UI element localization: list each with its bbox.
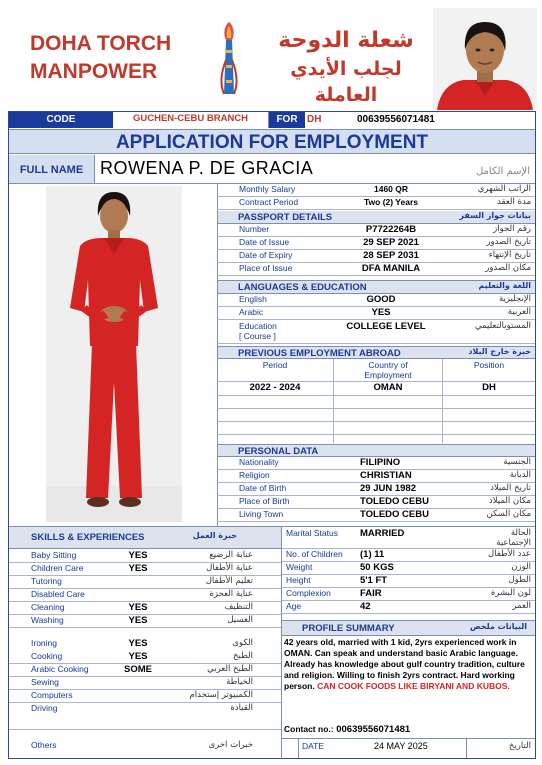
- date-divider: [466, 739, 467, 758]
- skill-row: [9, 703, 281, 730]
- profile-arabic-title: البيانات ملخص: [469, 622, 527, 631]
- education-arabic: المستوىالتعليمي: [475, 321, 531, 331]
- passport-row-label: Date of Issue: [239, 237, 290, 247]
- company-arabic-line1: شعلة الدوحة: [278, 28, 414, 53]
- skill-row: [9, 690, 281, 703]
- employment-country: OMAN: [373, 382, 403, 393]
- skill-row: [9, 589, 281, 602]
- education-label-course: [ Course ]: [239, 331, 276, 341]
- personal-label: Religion: [239, 470, 270, 480]
- skill-row: [9, 664, 281, 677]
- date-label: DATE: [302, 741, 325, 751]
- personal-row: [217, 470, 535, 483]
- extra-personal-arabic: عدد الأطفال: [487, 549, 531, 559]
- skills-others-label: Others: [31, 740, 57, 750]
- full-name-label: FULL NAME: [9, 155, 95, 183]
- language-value: GOOD: [366, 294, 396, 305]
- extra-personal-arabic: العمر: [512, 601, 531, 611]
- personal-row: [217, 509, 535, 522]
- extra-personal-value: FAIR: [360, 588, 382, 599]
- extra-personal-label: No. of Children: [286, 549, 343, 559]
- extra-personal-arabic: الوزن: [511, 562, 531, 572]
- skills-arabic-title: خبرة العمل: [192, 531, 237, 540]
- languages-arabic-title: اللغة والتعليم: [478, 281, 531, 290]
- salary-arabic: الراتب الشهري: [477, 184, 531, 194]
- for-value: DH: [307, 114, 322, 125]
- passport-row: [217, 250, 535, 263]
- extra-personal-label: Age: [286, 601, 302, 611]
- extra-personal-row: [282, 549, 535, 562]
- language-row: [217, 294, 535, 307]
- personal-label: Date of Birth: [239, 483, 287, 493]
- employment-row-divider: [217, 434, 535, 435]
- company-name-line2: MANPOWER: [30, 60, 158, 83]
- extra-personal-value: 42: [360, 601, 371, 612]
- skill-row: [9, 602, 281, 615]
- skill-label: Driving: [31, 703, 58, 713]
- skill-row: [9, 576, 281, 589]
- language-arabic: الإنجليزية: [498, 294, 531, 304]
- language-row: [217, 307, 535, 320]
- skill-value: YES: [128, 563, 148, 574]
- date-divider: [298, 739, 299, 758]
- passport-row-arabic: مكان الصدور: [485, 263, 531, 273]
- salary-label: Monthly Salary: [239, 184, 296, 194]
- skill-value: SOME: [124, 664, 152, 675]
- extra-personal-row: [282, 562, 535, 575]
- employment-period: 2022 - 2024: [249, 382, 301, 393]
- extra-personal-value: 5'1 FT: [360, 575, 388, 586]
- personal-rows: [217, 457, 535, 523]
- skill-label: Cooking: [31, 651, 63, 661]
- passport-rows: [217, 224, 535, 278]
- personal-arabic: مكان السكن: [486, 509, 531, 519]
- passport-row-value: DFA MANILA: [361, 263, 421, 274]
- personal-row: [217, 496, 535, 509]
- code-value: 00639556071481: [357, 114, 435, 125]
- personal-row: [217, 483, 535, 496]
- skill-label: Arabic Cooking: [31, 664, 89, 674]
- skill-arabic: عناية العجزة: [209, 589, 253, 599]
- employment-table: [217, 359, 535, 443]
- salary-row: [217, 184, 535, 197]
- personal-row: [217, 457, 535, 470]
- skill-arabic: التنظيف: [224, 602, 253, 612]
- employment-arabic-title: خبرة خارج البلاد: [468, 347, 531, 356]
- passport-row-arabic: تاريخ الإنتهاء: [488, 250, 531, 260]
- personal-value: 29 JUN 1982: [360, 483, 416, 494]
- skill-arabic: عناية الرضيع: [209, 550, 253, 560]
- skill-arabic: الكوى: [232, 638, 253, 648]
- company-arabic-name: [262, 26, 430, 108]
- skill-arabic: القيادة: [230, 703, 253, 713]
- extra-personal-arabic: الطول: [508, 575, 531, 585]
- skill-label: Sewing: [31, 677, 59, 687]
- applicant-headshot: [433, 8, 537, 110]
- full-name-arabic: الإسم الكامل: [475, 166, 530, 177]
- skill-value: YES: [128, 602, 148, 613]
- extra-personal-label: Weight: [286, 562, 313, 572]
- form-title: APPLICATION FOR EMPLOYMENT: [9, 129, 535, 154]
- employment-title: PREVIOUS EMPLOYMENT ABROAD: [238, 348, 401, 359]
- profile-header: [282, 620, 535, 636]
- languages-header: [218, 280, 535, 294]
- skill-row: [9, 651, 281, 664]
- date-row: [282, 738, 535, 758]
- passport-row-value: 29 SEP 2021: [363, 237, 419, 248]
- date-arabic: التاريخ: [508, 741, 531, 751]
- employment-col-divider: [442, 359, 443, 443]
- extra-personal-row: [282, 527, 535, 549]
- extra-personal-row: [282, 601, 535, 614]
- skills-others-arabic: خبرات اخرى: [208, 740, 253, 750]
- passport-row-value: 28 SEP 2031: [363, 250, 419, 261]
- employment-col-divider: [333, 359, 334, 443]
- extra-personal-value: (1) 11: [360, 549, 385, 560]
- skill-value: YES: [128, 615, 148, 626]
- skill-arabic: الغسيل: [227, 615, 253, 625]
- profile-title: PROFILE SUMMARY: [302, 623, 395, 634]
- skills-header: [9, 527, 281, 549]
- employment-row-divider: [217, 421, 535, 422]
- personal-arabic: مكان الميلاد: [488, 496, 531, 506]
- extra-personal-rows: [282, 527, 535, 619]
- extra-personal-row: [282, 588, 535, 601]
- profile-summary-text: [284, 637, 532, 699]
- employment-col-position: Position: [473, 360, 505, 370]
- profile-highlight: CAN COOK FOODS LIKE BIRYANI AND KUBOS.: [317, 681, 510, 691]
- skill-label: Ironing: [31, 638, 57, 648]
- contract-arabic: مدة العقد: [497, 197, 531, 207]
- for-label: FOR: [269, 112, 305, 128]
- skill-arabic: تعليم الأطفال: [205, 576, 253, 586]
- skill-row: [9, 563, 281, 576]
- extra-personal-arabic: الحالة الإجتماعية: [496, 528, 531, 548]
- contract-label: Contract Period: [239, 197, 299, 207]
- language-arabic: العربية: [507, 307, 531, 317]
- passport-row: [217, 237, 535, 250]
- extra-personal-label: Height: [286, 575, 311, 585]
- extra-personal-row: [282, 575, 535, 588]
- personal-value: TOLEDO CEBU: [360, 496, 429, 507]
- personal-label: Living Town: [239, 509, 284, 519]
- personal-arabic: الجنسية: [503, 457, 531, 467]
- personal-value: FILIPINO: [360, 457, 401, 468]
- code-label: CODE: [9, 112, 113, 128]
- employment-header: [218, 346, 535, 359]
- skill-row: [9, 615, 281, 628]
- passport-row-value: P7722264B: [365, 224, 417, 235]
- employment-row-divider: [217, 408, 535, 409]
- skill-row: [9, 628, 281, 649]
- employment-position: DH: [482, 382, 496, 393]
- passport-row-label: Date of Expiry: [239, 250, 293, 260]
- skill-label: Computers: [31, 690, 73, 700]
- education-value: COLLEGE LEVEL: [346, 321, 426, 332]
- company-name-line1: DOHA TORCH: [30, 32, 172, 55]
- skill-arabic: الطبخ العربي: [207, 664, 253, 674]
- skill-value: YES: [128, 638, 148, 649]
- personal-arabic: الديانة: [509, 470, 531, 480]
- skill-row: [9, 550, 281, 563]
- skill-value: YES: [128, 550, 148, 561]
- skill-label: Washing: [31, 615, 64, 625]
- skill-arabic: عناية الأطفال: [206, 563, 253, 573]
- full-name-value: ROWENA P. DE GRACIA: [100, 158, 314, 178]
- contract-value: Two (2) Years: [363, 197, 418, 207]
- employment-row-divider: [217, 395, 535, 396]
- applicant-full-photo: [46, 186, 182, 522]
- extra-personal-value: 50 KGS: [360, 562, 394, 573]
- language-value: YES: [371, 307, 391, 318]
- skill-arabic: الطبخ: [233, 651, 253, 661]
- extra-personal-label: Complexion: [286, 588, 331, 598]
- passport-title: PASSPORT DETAILS: [238, 212, 333, 223]
- language-label: English: [239, 294, 267, 304]
- date-value: 24 MAY 2025: [374, 741, 428, 751]
- education-row: [217, 320, 535, 344]
- extra-personal-value: MARRIED: [360, 528, 405, 539]
- languages-title: LANGUAGES & EDUCATION: [238, 282, 367, 293]
- personal-label: Nationality: [239, 457, 279, 467]
- skill-label: Tutoring: [31, 576, 62, 586]
- branch-name: GUCHEN-CEBU BRANCH: [113, 112, 269, 128]
- passport-row-arabic: تاريخ الصدور: [486, 237, 531, 247]
- personal-value: CHRISTIAN: [360, 470, 412, 481]
- passport-row-arabic: رقم الجواز: [493, 224, 531, 234]
- extra-personal-label: Marital Status: [286, 528, 338, 538]
- personal-value: TOLEDO CEBU: [360, 509, 429, 520]
- company-arabic-line2: لجلب الأيدي العاملة: [290, 58, 402, 106]
- skill-row: [9, 677, 281, 690]
- contact-label: Contact no.:: [284, 724, 334, 734]
- employment-col-country: Country of Employment: [364, 360, 412, 380]
- skill-value: YES: [128, 651, 148, 662]
- profile-text: 42 years old, married with 1 kid, 2yrs experienced work in OMAN. Can speak and understand basic Arabic language. Already has knowledge about gulf country tradition, culture and religion. Willing to finish 2yrs contract. Hard working person.: [284, 637, 525, 691]
- passport-row-label: Place of Issue: [239, 263, 293, 273]
- skills-title: SKILLS & EXPERIENCES: [31, 532, 145, 543]
- contact-value: 00639556071481: [336, 724, 411, 735]
- contract-row: [217, 197, 535, 210]
- education-label: Education: [239, 321, 277, 331]
- passport-row: [217, 224, 535, 237]
- passport-row-label: Number: [239, 224, 270, 234]
- company-name: [30, 30, 190, 86]
- extra-personal-arabic: لون البشرة: [490, 588, 531, 598]
- passport-header: [218, 211, 535, 224]
- skill-label: Children Care: [31, 563, 84, 573]
- skill-arabic: الخياطة: [226, 677, 253, 687]
- skills-others-row: [9, 738, 281, 758]
- torch-tower-logo-icon: [200, 20, 258, 96]
- employment-col-period: Period: [262, 360, 288, 370]
- personal-label: Place of Birth: [239, 496, 290, 506]
- skill-label: Baby Sitting: [31, 550, 77, 560]
- personal-header: [218, 444, 535, 457]
- personal-title: PERSONAL DATA: [238, 446, 319, 457]
- top-bar: [9, 112, 535, 128]
- language-label: Arabic: [239, 307, 264, 317]
- skill-label: Disabled Care: [31, 589, 85, 599]
- personal-arabic: تاريخ الميلاد: [490, 483, 531, 493]
- skill-label: Cleaning: [31, 602, 65, 612]
- skill-arabic: الكمبيوتر إستخدام: [189, 690, 253, 700]
- profile-contact: [284, 724, 532, 738]
- skills-rows: [9, 550, 281, 730]
- passport-row: [217, 263, 535, 276]
- passport-arabic-title: بيانات جواز السفر: [459, 211, 531, 220]
- salary-value: 1460 QR: [373, 184, 409, 194]
